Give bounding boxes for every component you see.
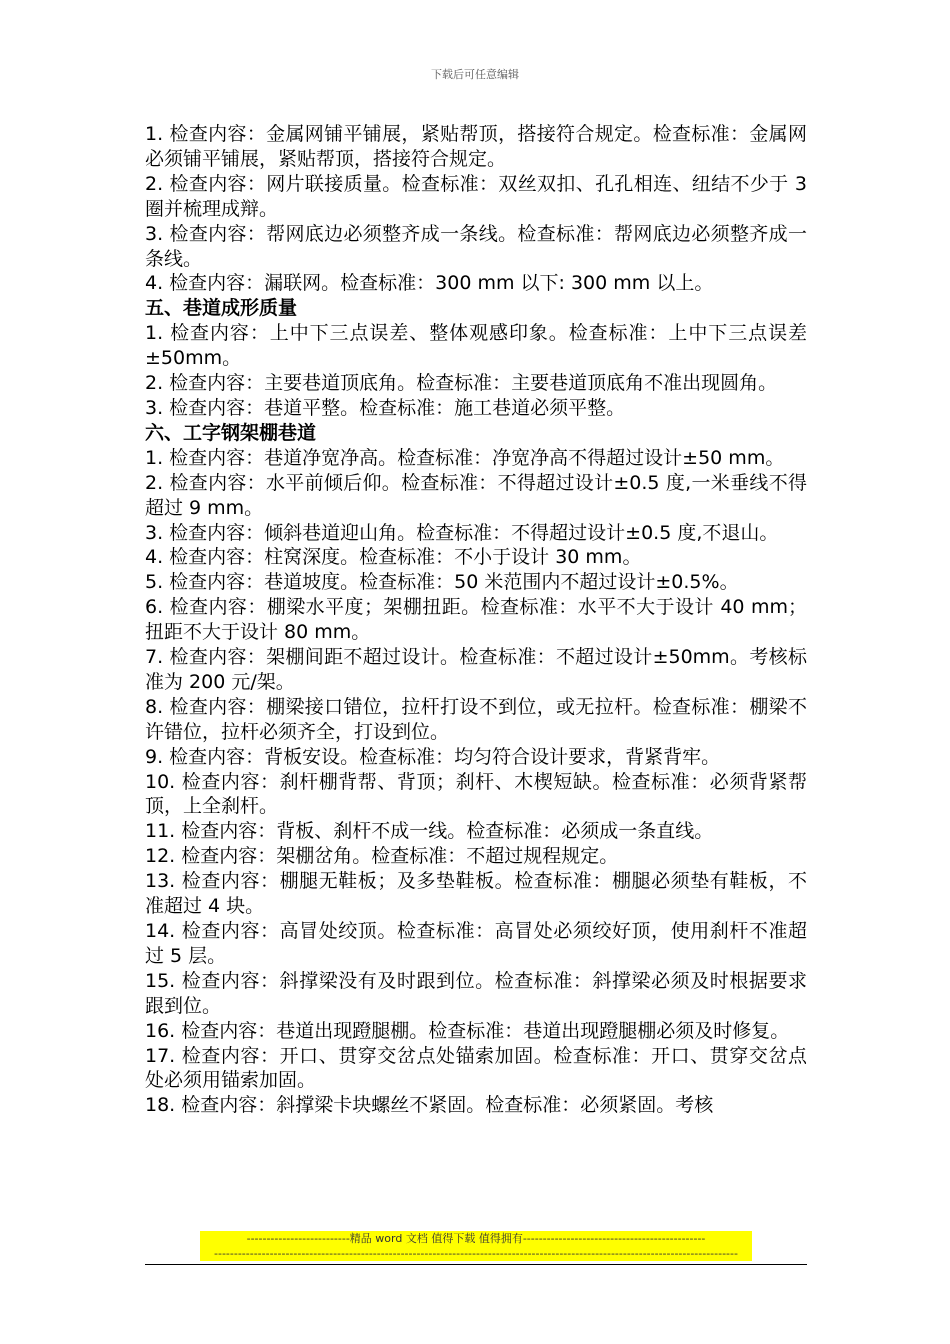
paragraph: 16. 检查内容：巷道出现蹬腿棚。检查标准：巷道出现蹬腿棚必须及时修复。 bbox=[145, 1019, 790, 1042]
document-body bbox=[145, 122, 807, 1118]
paragraph: 1. 检查内容：上中下三点误差、整体观感印象。检查标准：上中下三点误差±50mm。 bbox=[145, 322, 807, 370]
paragraph: 7. 检查内容：架棚间距不超过设计。检查标准：不超过设计±50mm。考核标准为 200 元/架。 bbox=[145, 646, 807, 693]
paragraph: 1. 检查内容：巷道净宽净高。检查标准：净宽净高不得超过设计±50 mm。 bbox=[145, 446, 785, 469]
paragraph: 12. 检查内容：架棚岔角。检查标准：不超过规程规定。 bbox=[145, 845, 619, 868]
paragraph: 13. 检查内容：棚腿无鞋板；及多垫鞋板。检查标准：棚腿必须垫有鞋板，不准超过 4 块。 bbox=[145, 870, 807, 918]
footer-banner-line-1: --------------------------精品 word 文档 值得下载 值得拥有---------------------------------------------- bbox=[246, 1232, 706, 1245]
section-heading: 六、工字钢架棚巷道 bbox=[145, 421, 317, 444]
paragraph: 6. 检查内容：棚梁水平度；架棚扭距。检查标准：水平不大于设计 40 mm；扭距不大于设计 80 mm。 bbox=[145, 596, 807, 644]
section-heading: 五、巷道成形质量 bbox=[145, 297, 298, 320]
paragraph: 18. 检查内容：斜撑梁卡块螺丝不紧固。检查标准：必须紧固。考核 bbox=[145, 1094, 714, 1117]
paragraph: 9. 检查内容：背板安设。检查标准：均匀符合设计要求，背紧背牢。 bbox=[145, 745, 721, 768]
page-header: 下载后可任意编辑 bbox=[431, 68, 519, 81]
paragraph: 8. 检查内容：棚梁接口错位，拉杆打设不到位，或无拉杆。检查标准：棚梁不许错位，拉杆必须齐全，打设到位。 bbox=[145, 695, 807, 743]
paragraph: 5. 检查内容：巷道坡度。检查标准：50 米范围内不超过设计±0.5%。 bbox=[145, 571, 739, 594]
footer-banner-line-2: ------------------------------------------------------------------------------------------------------------------------------------ bbox=[214, 1247, 738, 1260]
footer-rule bbox=[145, 1264, 807, 1265]
paragraph: 14. 检查内容：高冒处绞顶。检查标准：高冒处必须绞好顶，使用刹杆不准超过 5 层。 bbox=[145, 920, 807, 967]
paragraph: 4. 检查内容：柱窝深度。检查标准：不小于设计 30 mm。 bbox=[145, 546, 642, 569]
paragraph: 17. 检查内容：开口、贯穿交岔点处锚索加固。检查标准：开口、贯穿交岔点处必须用锚索加固。 bbox=[145, 1044, 807, 1092]
paragraph: 3. 检查内容：倾斜巷道迎山角。检查标准：不得超过设计±0.5 度,不退山。 bbox=[145, 521, 779, 544]
footer-banner bbox=[200, 1231, 752, 1261]
paragraph: 11. 检查内容：背板、刹杆不成一线。检查标准：必须成一条直线。 bbox=[145, 820, 714, 843]
paragraph: 3. 检查内容：巷道平整。检查标准：施工巷道必须平整。 bbox=[145, 396, 626, 419]
paragraph: 3. 检查内容：帮网底边必须整齐成一条线。检查标准：帮网底边必须整齐成一条线。 bbox=[145, 222, 807, 270]
paragraph: 2. 检查内容：主要巷道顶底角。检查标准：主要巷道顶底角不准出现圆角。 bbox=[145, 372, 778, 395]
paragraph: 10. 检查内容：刹杆棚背帮、背顶；刹杆、木楔短缺。检查标准：必须背紧帮顶，上全刹杆。 bbox=[145, 770, 807, 818]
paragraph: 15. 检查内容：斜撑梁没有及时跟到位。检查标准：斜撑梁必须及时根据要求跟到位。 bbox=[145, 969, 807, 1017]
paragraph: 4. 检查内容：漏联网。检查标准：300 mm 以下: 300 mm 以上。 bbox=[145, 272, 714, 295]
paragraph: 1. 检查内容：金属网铺平铺展，紧贴帮顶，搭接符合规定。检查标准：金属网必须铺平铺展，紧贴帮顶，搭接符合规定。 bbox=[145, 123, 807, 170]
paragraph: 2. 检查内容：网片联接质量。检查标准：双丝双扣、孔孔相连、纽结不少于 3 圈并梳理成辩。 bbox=[145, 172, 807, 220]
paragraph: 2. 检查内容：水平前倾后仰。检查标准：不得超过设计±0.5 度,一米垂线不得超过 9 mm。 bbox=[145, 471, 807, 519]
